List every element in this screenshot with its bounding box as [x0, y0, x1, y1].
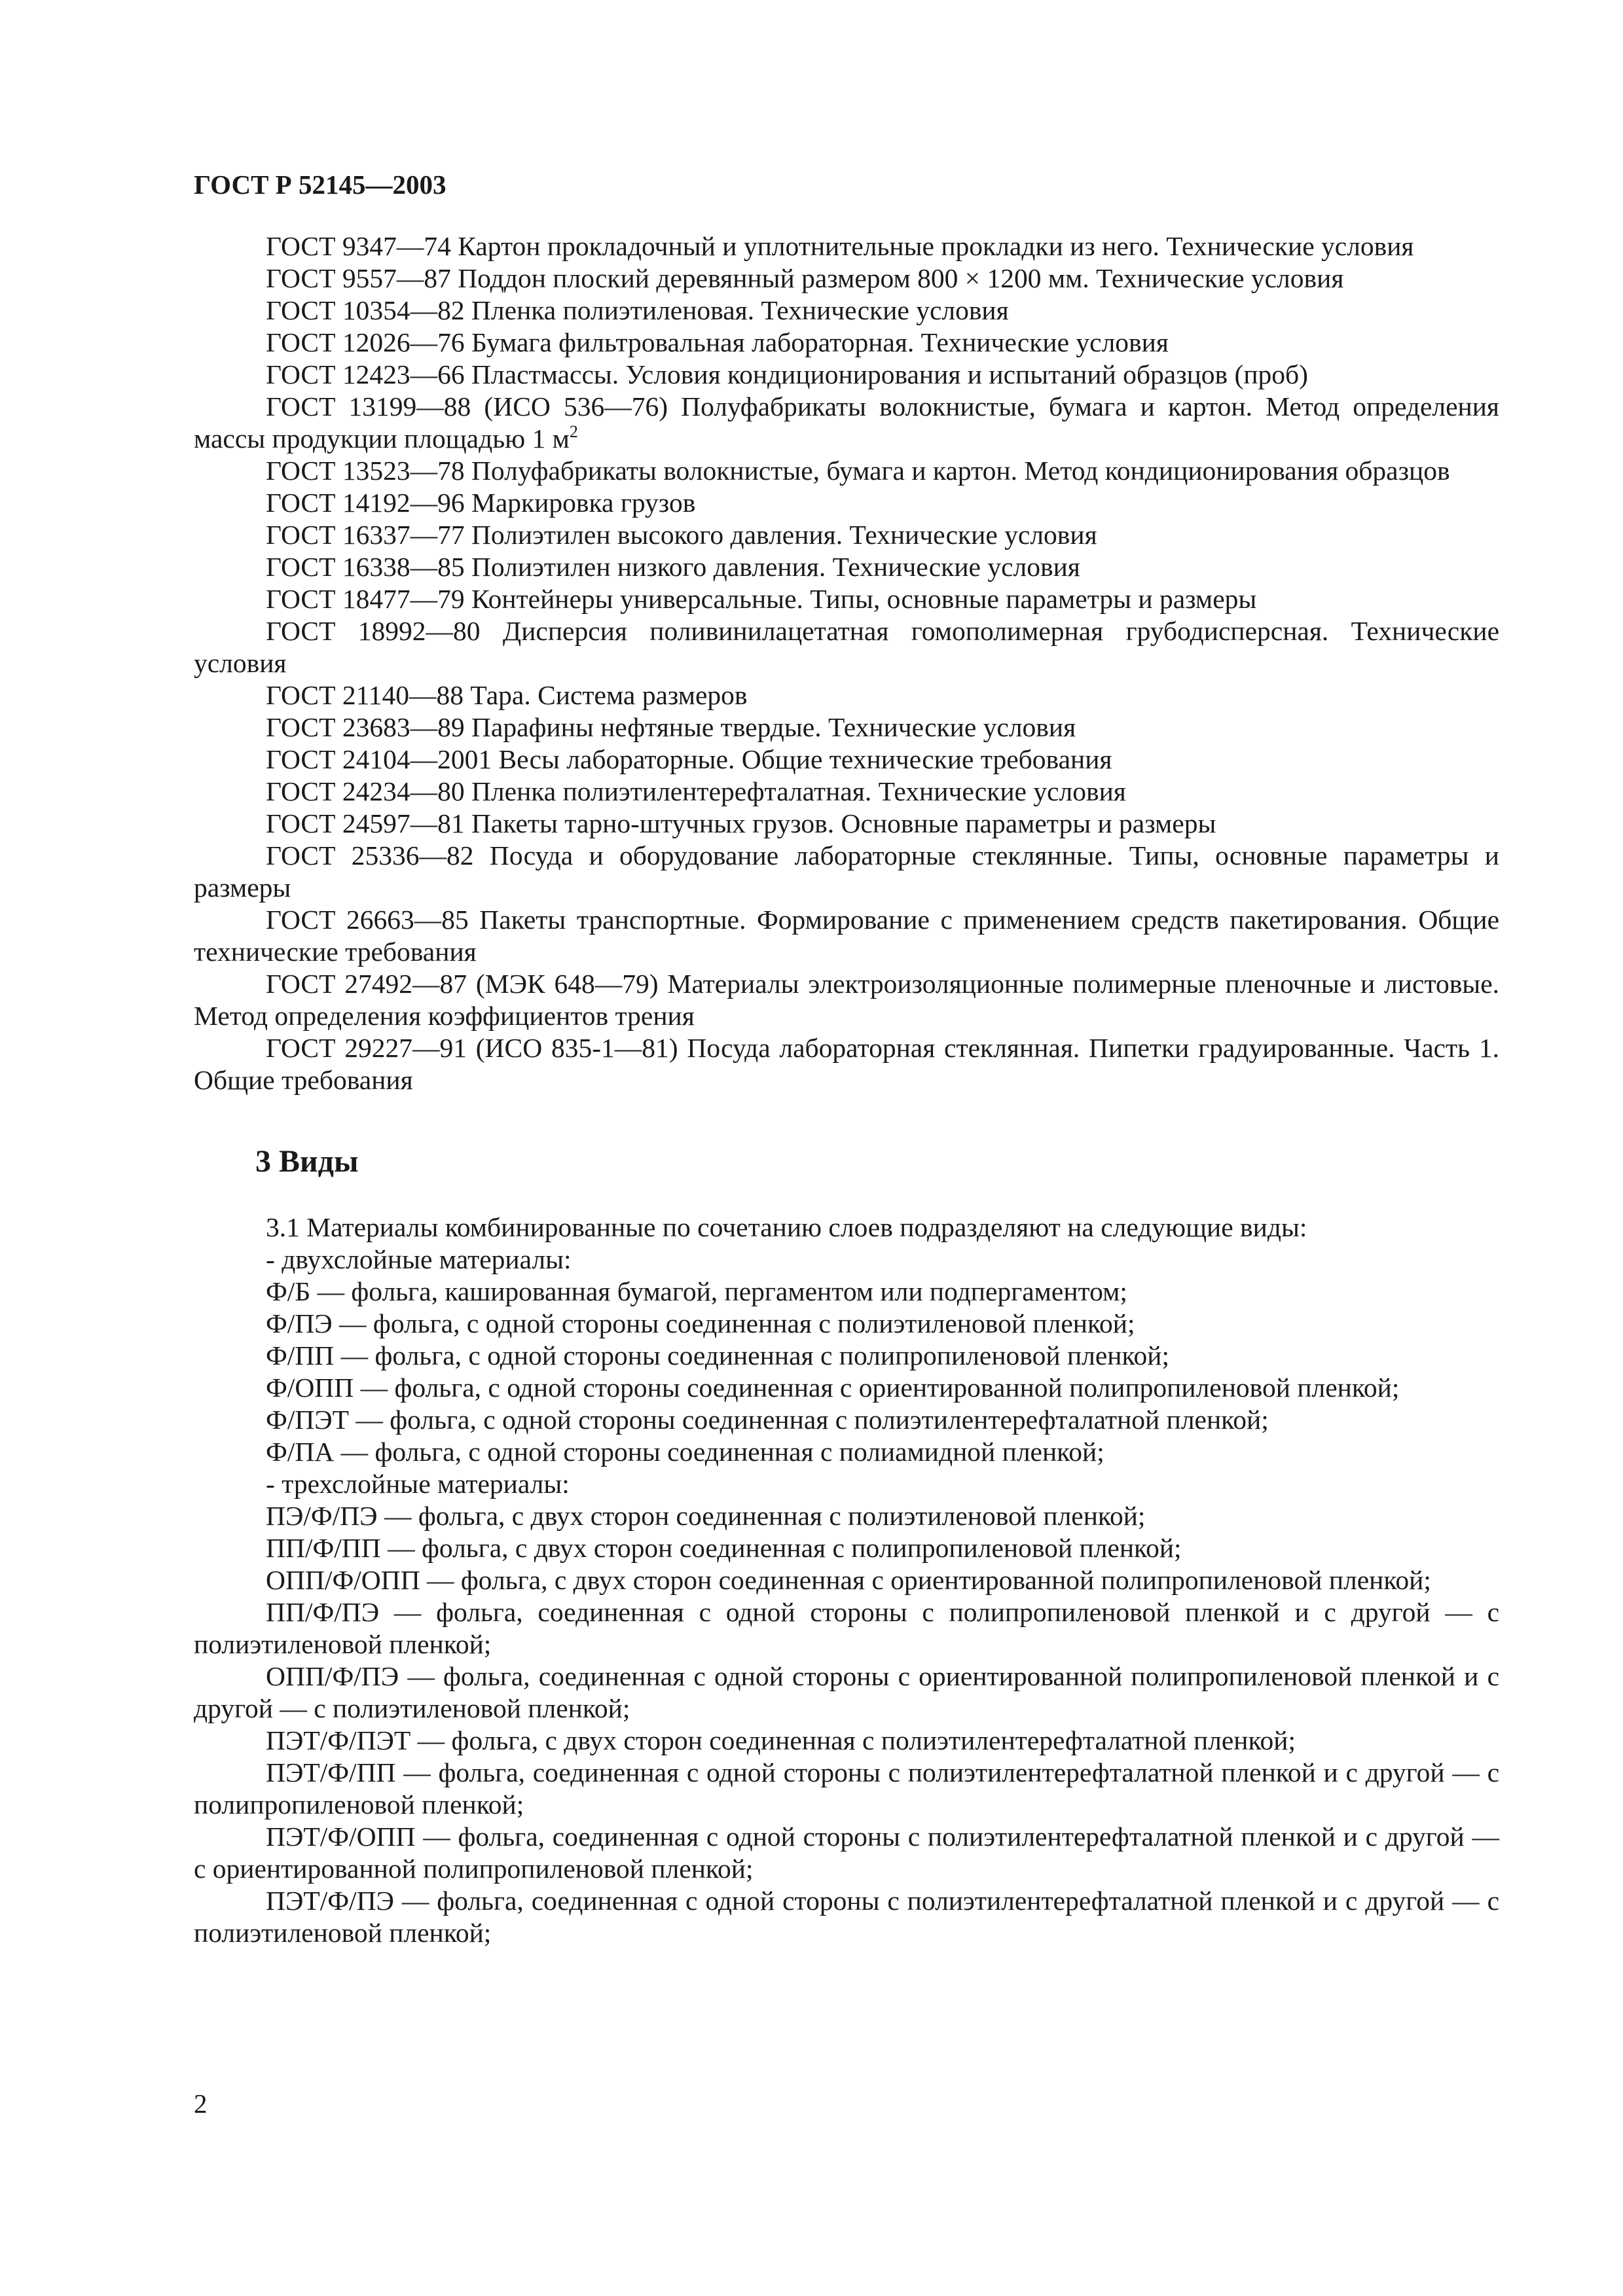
reference-item: ГОСТ 18477—79 Контейнеры универсальные. Типы, основные параметры и размеры [266, 584, 1257, 614]
normative-references-list [194, 230, 1499, 1096]
reference-item: ГОСТ 25336—82 Посуда и оборудование лабораторные стеклянные. Типы, основные параметры и размеры [194, 840, 1499, 903]
section-paragraph: Ф/ПА — фольга, с одной стороны соединенная с полиамидной пленкой; [266, 1437, 1104, 1467]
section-paragraph: - двухслойные материалы: [266, 1244, 572, 1274]
reference-item: ГОСТ 9557—87 Поддон плоский деревянный размером 800 × 1200 мм. Технические условия [266, 263, 1344, 293]
section-paragraph: - трехслойные материалы: [266, 1469, 570, 1499]
section-paragraph: Ф/ПЭ — фольга, с одной стороны соединенная с полиэтиленовой пленкой; [266, 1308, 1135, 1338]
reference-item: ГОСТ 12423—66 Пластмассы. Условия кондиционирования и испытаний образцов (проб) [266, 359, 1308, 389]
section-paragraph: ПЭТ/Ф/ПЭТ — фольга, с двух сторон соединенная с полиэтилентерефталатной пленкой; [266, 1725, 1296, 1755]
reference-item: ГОСТ 21140—88 Тара. Система размеров [266, 680, 748, 710]
section-body [194, 1211, 1499, 1949]
reference-text: ГОСТ 13199—88 (ИСО 536—76) Полуфабрикаты волокнистые, бумага и картон. Метод определения массы продукции площадью 1 м [194, 391, 1499, 454]
section-paragraph: ПЭ/Ф/ПЭ — фольга, с двух сторон соединенная с полиэтиленовой пленкой; [266, 1501, 1146, 1531]
reference-item: ГОСТ 23683—89 Парафины нефтяные твердые. Технические условия [266, 712, 1076, 742]
reference-item [194, 391, 1499, 455]
section-paragraph: Ф/Б — фольга, кашированная бумагой, пергаментом или подпергаментом; [266, 1276, 1127, 1306]
reference-item: ГОСТ 13523—78 Полуфабрикаты волокнистые, бумага и картон. Метод кондиционирования образцов [266, 456, 1450, 486]
reference-item: ГОСТ 16338—85 Полиэтилен низкого давления. Технические условия [266, 552, 1080, 582]
section-paragraph: ПЭТ/Ф/ОПП — фольга, соединенная с одной стороны с полиэтилентерефталатной пленкой и с другой — с ориентированной полипропиленовой пленкой; [194, 1821, 1499, 1884]
reference-item: ГОСТ 27492—87 (МЭК 648—79) Материалы электроизоляционные полимерные пленочные и листовые. Метод определения коэффициентов трения [194, 969, 1499, 1031]
reference-item: ГОСТ 14192—96 Маркировка грузов [266, 488, 696, 518]
section-paragraph: Ф/ПЭТ — фольга, с одной стороны соединенная с полиэтилентерефталатной пленкой; [266, 1405, 1269, 1435]
section-paragraph: ПП/Ф/ПЭ — фольга, соединенная с одной стороны с полипропиленовой пленкой и с другой — с полиэтиленовой пленкой; [194, 1597, 1499, 1659]
reference-item: ГОСТ 9347—74 Картон прокладочный и уплотнительные прокладки из него. Технические условия [266, 231, 1414, 261]
reference-item: ГОСТ 26663—85 Пакеты транспортные. Формирование с применением средств пакетирования. Общие технические требования [194, 905, 1499, 967]
reference-item: ГОСТ 16337—77 Полиэтилен высокого давления. Технические условия [266, 520, 1097, 550]
superscript-exponent: 2 [569, 422, 578, 441]
reference-item: ГОСТ 24234—80 Пленка полиэтилентерефталатная. Технические условия [266, 776, 1126, 806]
section-paragraph: ОПП/Ф/ПЭ — фольга, соединенная с одной стороны с ориентированной полипропиленовой пленкой и с другой — с полиэтиленовой пленкой; [194, 1661, 1499, 1723]
reference-item: ГОСТ 10354—82 Пленка полиэтиленовая. Технические условия [266, 295, 1009, 325]
reference-item: ГОСТ 24104—2001 Весы лабораторные. Общие технические требования [266, 744, 1112, 774]
document-page [194, 157, 1499, 1949]
section-paragraph: 3.1 Материалы комбинированные по сочетанию слоев подразделяют на следующие виды: [266, 1212, 1307, 1242]
reference-item: ГОСТ 12026—76 Бумага фильтровальная лабораторная. Технические условия [266, 327, 1169, 357]
reference-item: ГОСТ 18992—80 Дисперсия поливинилацетатная гомополимерная грубодисперсная. Технические условия [194, 616, 1499, 678]
section-paragraph: ПП/Ф/ПП — фольга, с двух сторон соединенная с полипропиленовой пленкой; [266, 1533, 1182, 1563]
section-paragraph: ОПП/Ф/ОПП — фольга, с двух сторон соединенная с ориентированной полипропиленовой пленкой; [266, 1565, 1431, 1595]
document-header: ГОСТ Р 52145—2003 [194, 170, 447, 200]
section-heading: 3 Виды [255, 1144, 359, 1179]
section-paragraph: Ф/ОПП — фольга, с одной стороны соединенная с ориентированной полипропиленовой пленкой; [266, 1372, 1400, 1403]
section-paragraph: ПЭТ/Ф/ПП — фольга, соединенная с одной стороны с полиэтилентерефталатной пленкой и с другой — с полипропиленовой пленкой; [194, 1757, 1499, 1820]
reference-item: ГОСТ 24597—81 Пакеты тарно-штучных грузов. Основные параметры и размеры [266, 808, 1216, 838]
section-paragraph: Ф/ПП — фольга, с одной стороны соединенная с полипропиленовой пленкой; [266, 1340, 1170, 1371]
reference-item: ГОСТ 29227—91 (ИСО 835-1—81) Посуда лабораторная стеклянная. Пипетки градуированные. Часть 1. Общие требования [194, 1033, 1499, 1095]
section-paragraph: ПЭТ/Ф/ПЭ — фольга, соединенная с одной стороны с полиэтилентерефталатной пленкой и с другой — с полиэтиленовой пленкой; [194, 1886, 1499, 1948]
page-number: 2 [194, 2089, 208, 2119]
